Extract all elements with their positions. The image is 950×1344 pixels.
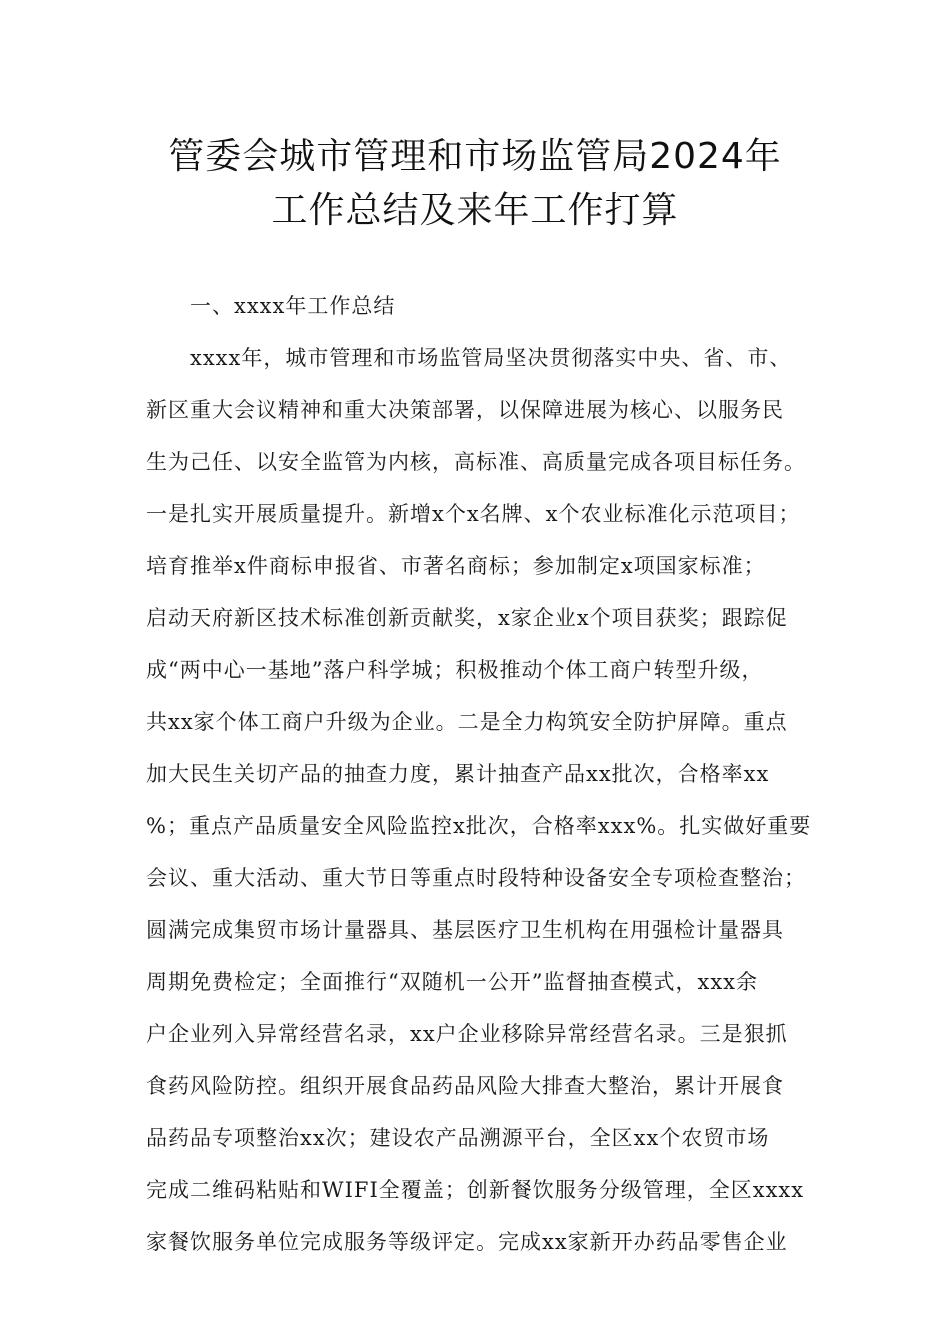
paragraph-line: 成“两中心一基地”落户科学城；积极推动个体工商户转型升级， [146,658,764,682]
paragraph-line: %；重点产品质量安全风险监控x批次，合格率xxx%。扎实做好重要 [146,814,812,838]
paragraph-line: 共xx家个体工商户升级为企业。二是全力构筑安全防护屏障。重点 [146,710,788,734]
paragraph-line: 圆满完成集贸市场计量器具、基层医疗卫生机构在用强检计量器具 [146,918,784,942]
paragraph-line: 食药风险防控。组织开展食品药品风险大排查大整治，累计开展食 [146,1074,784,1098]
paragraph-line: 一是扎实开展质量提升。新增x个x名牌、x个农业标准化示范项目； [146,502,801,526]
document-title-line-2: 工作总结及来年工作打算 [271,190,679,231]
document-title-line-1: 管委会城市管理和市场监管局2024年 [168,136,782,177]
paragraph-line: 生为己任、以安全监管为内核，高标准、高质量完成各项目标任务。 [146,450,806,474]
section-heading: 一、xxxx年工作总结 [190,294,396,318]
paragraph-line: 品药品专项整治xx次；建设农产品溯源平台，全区xx个农贸市场 [146,1126,770,1150]
paragraph-line: 户企业列入异常经营名录，xx户企业移除异常经营名录。三是狠抓 [146,1022,788,1046]
paragraph-line: 周期免费检定；全面推行“双随机一公开”监督抽查模式，xxx余 [146,970,758,994]
paragraph-line: 启动天府新区技术标准创新贡献奖，x家企业x个项目获奖；跟踪促 [146,606,788,630]
paragraph-line: 加大民生关切产品的抽查力度，累计抽查产品xx批次，合格率xx [146,762,770,786]
paragraph-line: 培育推举x件商标申报省、市著名商标；参加制定x项国家标准； [146,554,766,578]
paragraph-line: 新区重大会议精神和重大决策部署，以保障进展为核心、以服务民 [146,398,784,422]
paragraph-line: 家餐饮服务单位完成服务等级评定。完成xx家新开办药品零售企业 [146,1230,788,1254]
paragraph-line: xxxx年，城市管理和市场监管局坚决贯彻落实中央、省、市、 [190,346,792,370]
paragraph-line: 完成二维码粘贴和WIFI全覆盖；创新餐饮服务分级管理，全区xxxx [146,1178,805,1202]
paragraph-line: 会议、重大活动、重大节日等重点时段特种设备安全专项检查整治； [146,866,806,890]
